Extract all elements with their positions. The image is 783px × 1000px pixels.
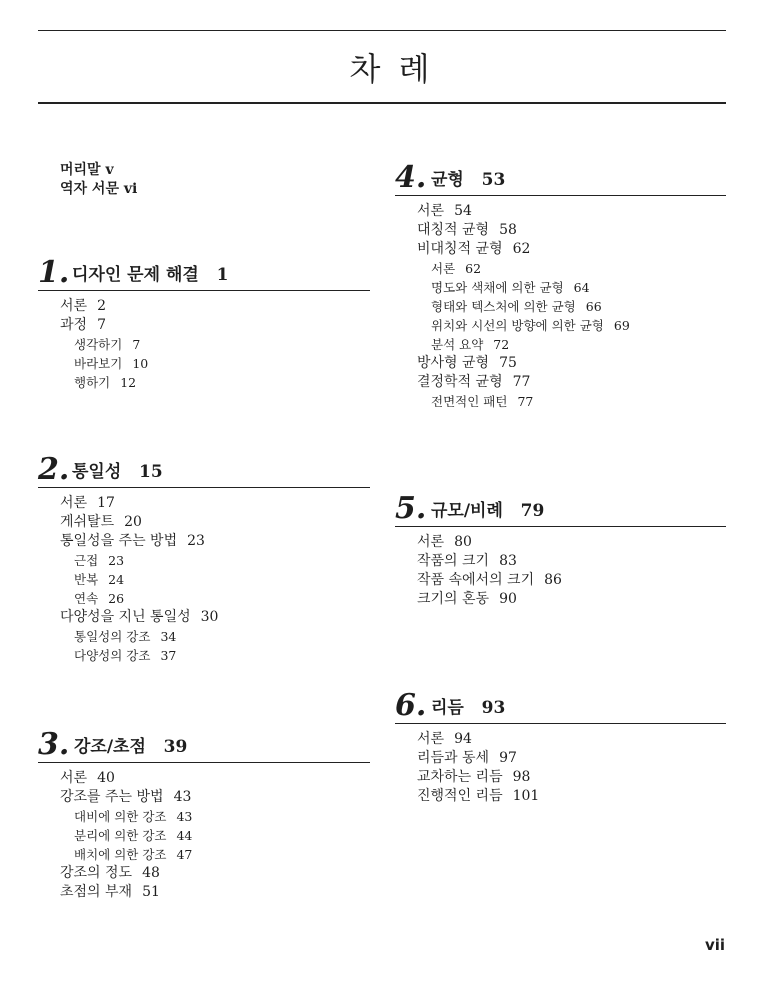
toc-entry-page: 97 [499, 750, 517, 766]
toc-entry-label: 초점의 부재 [60, 884, 133, 900]
toc-entry[interactable] [395, 259, 726, 278]
prelim-label: 머리말 [60, 162, 101, 178]
toc-entry-label: 분석 요약 [431, 337, 484, 352]
toc-entry-label: 진행적인 리듬 [417, 788, 503, 804]
chapter-3 [38, 728, 370, 902]
toc-entry-label: 형태와 텍스처에 의한 균형 [431, 299, 576, 314]
chapter-items [38, 488, 370, 665]
toc-entry[interactable] [395, 533, 726, 552]
chapter-heading[interactable] [395, 492, 726, 527]
prelims-list [60, 161, 137, 199]
toc-entry-page: 72 [493, 337, 510, 352]
toc-entry-page: 98 [512, 769, 531, 785]
chapter-page: 39 [163, 737, 188, 757]
chapter-title: 강조/초점 39 [74, 737, 188, 757]
toc-entry-label: 전면적인 패턴 [431, 394, 508, 409]
toc-entry-label: 서론 [417, 534, 445, 550]
toc-entry-label: 서론 [60, 495, 88, 511]
toc-entry[interactable] [38, 589, 370, 608]
chapter-page: 79 [520, 501, 545, 521]
toc-entry[interactable] [38, 608, 370, 627]
toc-entry-label: 서론 [60, 770, 88, 786]
toc-entry-page: 75 [499, 355, 517, 371]
toc-entry-page: 26 [108, 591, 125, 606]
toc-entry[interactable] [38, 551, 370, 570]
toc-entry[interactable] [38, 864, 370, 883]
toc-entry-page: 2 [97, 298, 106, 314]
toc-entry[interactable] [38, 788, 370, 807]
toc-entry-page: 48 [142, 865, 160, 881]
toc-entry-page: 47 [176, 847, 193, 862]
toc-entry[interactable] [38, 532, 370, 551]
chapter-page: 93 [481, 698, 506, 718]
toc-entry-page: 77 [517, 394, 534, 409]
toc-entry[interactable] [395, 335, 726, 354]
toc-entry-label: 크기의 혼동 [417, 591, 490, 607]
toc-entry-page: 64 [573, 280, 590, 295]
toc-entry-page: 66 [585, 299, 602, 314]
toc-entry-page: 23 [108, 553, 125, 568]
toc-entry-label: 생각하기 [74, 337, 123, 352]
chapter-items [395, 724, 726, 806]
chapter-heading[interactable] [38, 453, 370, 488]
toc-entry-page: 40 [97, 770, 115, 786]
toc-entry-label: 위치와 시선의 방향에 의한 균형 [431, 318, 604, 333]
toc-entry[interactable] [395, 316, 726, 335]
toc-entry-page: 10 [132, 356, 149, 371]
toc-entry[interactable] [38, 883, 370, 902]
toc-entry-label: 분리에 의한 강조 [74, 828, 167, 843]
toc-entry-page: 24 [108, 572, 125, 587]
chapter-number: 5. [395, 491, 427, 526]
toc-entry[interactable] [38, 494, 370, 513]
toc-entry-page: 34 [160, 629, 177, 644]
toc-entry[interactable] [395, 202, 726, 221]
toc-entry[interactable] [395, 354, 726, 373]
toc-entry[interactable] [395, 749, 726, 768]
toc-entry[interactable] [38, 335, 370, 354]
chapter-page: 1 [216, 265, 229, 285]
toc-entry-label: 서론 [417, 731, 445, 747]
toc-entry-label: 행하기 [74, 375, 111, 390]
toc-entry[interactable] [38, 845, 370, 864]
toc-entry[interactable] [395, 768, 726, 787]
toc-entry-label: 명도와 색채에 의한 균형 [431, 280, 564, 295]
chapter-1 [38, 256, 370, 392]
toc-entry-label: 게쉬탈트 [60, 514, 115, 530]
chapter-2 [38, 453, 370, 665]
toc-entry[interactable] [38, 646, 370, 665]
toc-entry-label: 작품의 크기 [417, 553, 490, 569]
toc-entry[interactable] [395, 278, 726, 297]
toc-entry[interactable] [395, 730, 726, 749]
toc-entry-page: 69 [613, 318, 630, 333]
toc-entry-page: 62 [465, 261, 482, 276]
toc-entry[interactable] [395, 240, 726, 259]
toc-entry-page: 101 [512, 788, 540, 804]
toc-entry-label: 방사형 균형 [417, 355, 490, 371]
toc-entry[interactable] [38, 807, 370, 826]
chapter-items [395, 196, 726, 411]
prelim-page: vi [123, 181, 138, 197]
toc-entry-label: 강조의 정도 [60, 865, 133, 881]
toc-entry-page: 86 [544, 572, 562, 588]
toc-entry-label: 비대칭적 균형 [417, 241, 503, 257]
chapter-title: 디자인 문제 해결 1 [72, 265, 229, 285]
toc-entry-label: 대비에 의한 강조 [74, 809, 167, 824]
chapter-items [395, 527, 726, 609]
toc-entry-label: 배치에 의한 강조 [74, 847, 167, 862]
toc-entry[interactable] [38, 627, 370, 646]
toc-entry-page: 12 [120, 375, 137, 390]
toc-entry-label: 서론 [60, 298, 88, 314]
toc-entry-page: 83 [499, 553, 517, 569]
chapter-items [38, 291, 370, 392]
toc-entry[interactable] [395, 571, 726, 590]
toc-entry-label: 근접 [74, 553, 99, 568]
chapter-heading[interactable] [38, 256, 370, 291]
chapter-heading[interactable] [395, 689, 726, 724]
prelim-item[interactable] [60, 180, 137, 199]
chapter-6 [395, 689, 726, 806]
toc-entry[interactable] [38, 373, 370, 392]
toc-entry-page: 17 [97, 495, 115, 511]
prelim-item[interactable] [60, 161, 137, 180]
toc-entry[interactable] [395, 221, 726, 240]
toc-entry[interactable] [395, 373, 726, 392]
prelim-page: v [105, 162, 114, 178]
toc-entry-label: 과정 [60, 317, 88, 333]
chapter-heading[interactable] [395, 161, 726, 196]
chapter-number: 2. [38, 452, 70, 487]
toc-entry-page: 37 [160, 648, 177, 663]
toc-entry[interactable] [38, 297, 370, 316]
toc-entry-page: 51 [142, 884, 160, 900]
toc-entry-label: 연속 [74, 591, 99, 606]
toc-entry-page: 62 [512, 241, 531, 257]
toc-entry[interactable] [395, 590, 726, 609]
chapter-number: 4. [395, 160, 427, 195]
toc-entry-label: 대칭적 균형 [417, 222, 490, 238]
toc-entry-label: 리듬과 동세 [417, 750, 490, 766]
toc-entry-label: 강조를 주는 방법 [60, 789, 164, 805]
toc-entry-label: 바라보기 [74, 356, 123, 371]
toc-entry-label: 통일성을 주는 방법 [60, 533, 178, 549]
toc-entry-page: 7 [97, 317, 106, 333]
chapter-title: 통일성 15 [72, 462, 163, 482]
toc-entry-page: 30 [200, 609, 219, 625]
toc-entry-page: 77 [512, 374, 531, 390]
toc-entry-page: 58 [499, 222, 517, 238]
toc-entry[interactable] [38, 570, 370, 589]
toc-entry-page: 43 [176, 809, 193, 824]
toc-entry[interactable] [38, 513, 370, 532]
toc-entry-label: 통일성의 강조 [74, 629, 151, 644]
toc-entry[interactable] [395, 392, 726, 411]
toc-entry[interactable] [38, 354, 370, 373]
chapter-heading[interactable] [38, 728, 370, 763]
page-folio: vii [704, 936, 725, 954]
chapter-4 [395, 161, 726, 411]
toc-entry-label: 작품 속에서의 크기 [417, 572, 535, 588]
toc-entry-page: 54 [454, 203, 472, 219]
chapter-number: 1. [38, 255, 70, 290]
top-rule [38, 30, 726, 31]
toc-entry-label: 반복 [74, 572, 99, 587]
toc-entry[interactable] [38, 769, 370, 788]
chapter-title: 규모/비례 79 [431, 501, 545, 521]
toc-entry-page: 44 [176, 828, 193, 843]
toc-entry-label: 다양성의 강조 [74, 648, 151, 663]
chapter-5 [395, 492, 726, 609]
chapter-number: 3. [38, 727, 70, 762]
chapter-title: 리듬 93 [431, 698, 506, 718]
toc-entry-page: 90 [499, 591, 517, 607]
toc-entry-page: 20 [124, 514, 142, 530]
toc-entry[interactable] [38, 316, 370, 335]
toc-entry[interactable] [38, 826, 370, 845]
prelim-label: 역자 서문 [60, 181, 119, 197]
chapter-page: 53 [481, 170, 506, 190]
toc-entry-label: 결정학적 균형 [417, 374, 503, 390]
chapter-number: 6. [395, 688, 427, 723]
toc-entry-label: 교차하는 리듬 [417, 769, 503, 785]
page-title: 차 례 [349, 50, 434, 88]
chapter-title: 균형 53 [431, 170, 506, 190]
toc-entry-label: 다양성을 지닌 통일성 [60, 609, 191, 625]
toc-entry-page: 80 [454, 534, 472, 550]
toc-entry[interactable] [395, 787, 726, 806]
toc-entry-label: 서론 [431, 261, 456, 276]
toc-entry[interactable] [395, 297, 726, 316]
toc-entry-page: 23 [187, 533, 205, 549]
toc-entry-page: 43 [173, 789, 192, 805]
chapter-items [38, 763, 370, 902]
chapter-page: 15 [139, 462, 163, 482]
title-rule [38, 102, 726, 104]
toc-entry-page: 7 [132, 337, 141, 352]
toc-entry-label: 서론 [417, 203, 445, 219]
toc-entry-page: 94 [454, 731, 472, 747]
toc-entry[interactable] [395, 552, 726, 571]
